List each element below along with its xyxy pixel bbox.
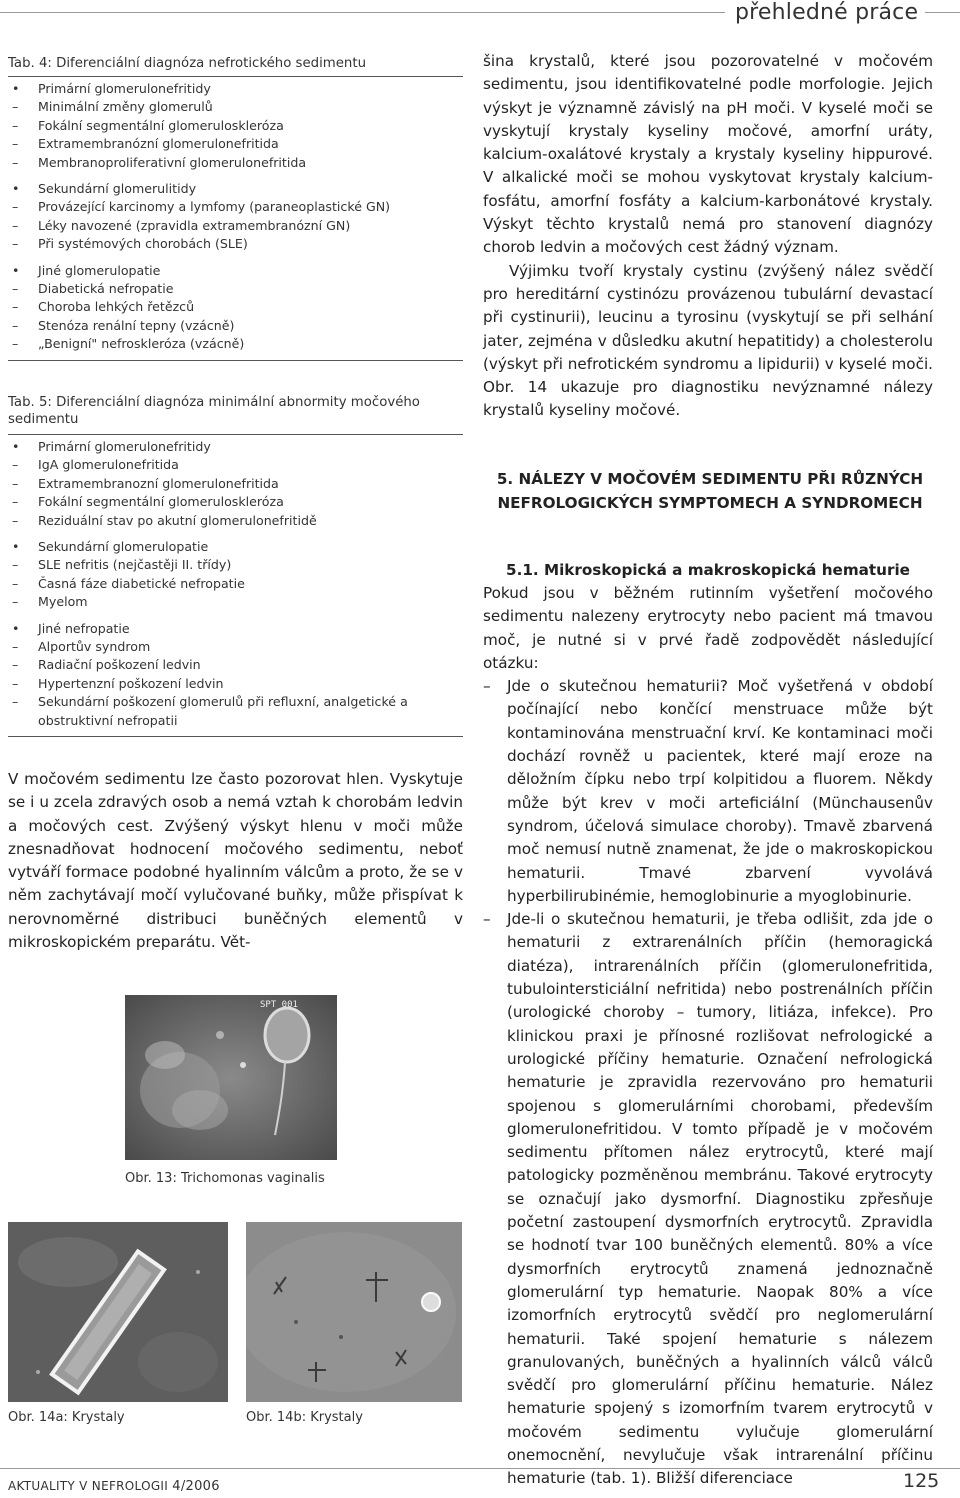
table-item-text: Časná fáze diabetické nefropatie	[38, 575, 245, 591]
table-group-title	[8, 620, 463, 638]
header-rule-right	[925, 12, 960, 13]
table-group-title	[8, 180, 463, 198]
dash-bullet: –	[12, 236, 19, 252]
table5	[8, 434, 463, 737]
section-title: přehledné práce	[735, 0, 919, 25]
table-row	[8, 493, 463, 511]
bullet-icon: •	[12, 81, 20, 96]
exceptions-paragraph: Výjimku tvoří krystaly cystinu (zvýšený nález svědčí pro hereditární cystinózu provázenou tubulární devastací při cystinurii), leucinu a tyrosinu (vyskytují se při selhání jater, zejména v důsledku akutní hepatitidy) a cholesterolu (výskyt při nefrotickém syndromu a lipidurii) v kyselé moči. Obr. 14 ukazuje pro diagnostiku nevýznamné nálezy krystalů kyseliny močové.	[483, 261, 933, 420]
table-item-text: Fokální segmentální glomeruloskleróza	[38, 117, 284, 133]
dash-bullet: –	[12, 657, 19, 673]
dash-bullet: –	[12, 336, 19, 352]
table4-caption: Tab. 4: Diferenciální diagnóza nefrotického sedimentu	[8, 56, 367, 71]
dash-bullet: –	[12, 594, 19, 610]
dash-item-real-hematuria	[483, 675, 933, 908]
table-row	[8, 280, 463, 298]
table-item-text: Alportův syndrom	[38, 639, 151, 655]
table-row	[8, 656, 463, 674]
figure-13-image	[125, 995, 337, 1160]
group-spacer	[8, 530, 463, 538]
dash-bullet: –	[12, 475, 19, 491]
dash-bullet: –	[483, 910, 491, 929]
table4	[8, 76, 463, 361]
table-item-text: Jiné glomerulopatie	[38, 262, 161, 278]
table-item-text: Stenóza renální tepny (vzácně)	[38, 317, 235, 333]
table-item-text: Sekundární glomerulopatie	[38, 539, 209, 555]
table-item-text: „Benigní" nefroskleróza (vzácně)	[38, 336, 245, 352]
page-number: 125	[903, 1470, 940, 1492]
table-row	[8, 335, 463, 353]
table-row	[8, 317, 463, 335]
dash-bullet: –	[12, 217, 19, 233]
left-body-paragraph	[8, 768, 463, 954]
header-rule-left	[0, 12, 725, 13]
table-item-text: Extramembranózní glomerulonefritida	[38, 136, 279, 152]
dash-bullet: –	[12, 694, 19, 710]
table-row	[8, 456, 463, 474]
dash-bullet: –	[12, 281, 19, 297]
table-item-text: Hypertenzní poškození ledvin	[38, 675, 224, 691]
dash-bullet: –	[12, 512, 19, 528]
bullet-icon: •	[12, 539, 20, 555]
footer-rule	[0, 1468, 960, 1469]
table-row	[8, 475, 463, 493]
figure-14a-image	[8, 1222, 228, 1402]
dash-bullet: –	[12, 99, 19, 115]
hematuria-intro: Pokud jsou v běžném rutinním vyšetření močového sedimentu nalezeny erytrocyty nebo pacient má tmavou moč, je nutné si v prvé řadě zodpovědět následující otázku:	[483, 584, 933, 672]
dash-bullet: –	[12, 299, 19, 315]
table-item-text: IgA glomerulonefritida	[38, 457, 179, 473]
bullet-icon: •	[12, 181, 20, 197]
crystals-micrograph-a	[8, 1222, 228, 1402]
right-body-bottom	[483, 582, 933, 1491]
table-item-text: Léky navozené (zpravidla extramembranózní GN)	[38, 217, 351, 233]
table-row	[8, 693, 463, 730]
dash-bullet: –	[12, 199, 19, 215]
table-item-text: Provázející karcinomy a lymfomy (paraneoplastické GN)	[38, 199, 391, 215]
journal-issue: 4/2006	[172, 1479, 220, 1494]
table-group-title	[8, 538, 463, 556]
table5-caption: Tab. 5: Diferenciální diagnóza minimální abnormity močového sedimentu	[8, 395, 420, 427]
group-spacer	[8, 612, 463, 620]
table-item-text: Sekundární glomerulitidy	[38, 181, 197, 197]
dash-item-text: Jde o skutečnou hematurii? Moč vyšetřená v období počínající nebo končící menstruace může být kontaminována menstruační krví. Ke kontaminaci moči dochází rovněž u pacientek, které mají eroze na děložním čípku nebo trpí kolpitidou a fluorem. Někdy může být krev v moči arteficiální (Münchausenův syndrom, účelová simulace choroby). Tmavě zbarvená moč nemusí nutně znamenat, že jde o makroskopickou hematurii. Tmavé zbarvení vyvolává hyperbilirubinémie, hemoglobinurie a myoglobinurie.	[507, 677, 933, 905]
right-body-top	[483, 50, 933, 423]
table-row	[8, 135, 463, 153]
journal-name: AKTUALITY V NEFROLOGII	[8, 1479, 169, 1493]
crystals-paragraph: šina krystalů, které jsou pozorovatelné v močovém sedimentu, jsou identifikovatelné podle morfologie. Jejich výskyt je významně závislý na pH moči. V kyselé moči se vyskytují krystaly kyseliny močové, amorfní uráty, kalcium-oxalátové krystaly a krystaly kyseliny hippurové. V alkalické moči se mohou vyskytovat krystaly kalcium-fosfátu, amorfní fosfáty a kalcium-karbonátové krystaly. Výskyt těchto krystalů nemá pro stanovení diagnózy chorob ledvin a močových cest žádný význam.	[483, 52, 933, 257]
table-group-title	[8, 438, 463, 456]
bullet-icon: •	[12, 439, 20, 454]
table-row	[8, 298, 463, 316]
dash-bullet: –	[12, 639, 19, 655]
section-5-heading: 5. NÁLEZY V MOČOVÉM SEDIMENTU PŘI RŮZNÝCH NEFROLOGICKÝCH SYMPTOMECH A SYNDROMECH	[496, 470, 924, 512]
dash-bullet: –	[12, 317, 19, 333]
table-row	[8, 593, 463, 611]
table-item-text: Sekundární poškození glomerulů při refluxní, analgetické a obstruktivní nefropatii	[38, 694, 408, 728]
trichomonas-micrograph	[125, 995, 337, 1160]
bullet-icon: •	[12, 620, 20, 636]
dash-bullet: –	[12, 154, 19, 170]
table-row	[8, 675, 463, 693]
table-item-text: Reziduální stav po akutní glomerulonefritidě	[38, 512, 317, 528]
table-row	[8, 556, 463, 574]
table-item-text: Primární glomerulonefritidy	[38, 439, 211, 454]
table-row	[8, 638, 463, 656]
dash-bullet: –	[12, 117, 19, 133]
table-row	[8, 575, 463, 593]
group-spacer	[8, 254, 463, 262]
table-item-text: SLE nefritis (nejčastěji II. třídy)	[38, 557, 232, 573]
table-row	[8, 217, 463, 235]
table-group-title	[8, 80, 463, 98]
table-row	[8, 117, 463, 135]
table-item-text: Diabetická nefropatie	[38, 281, 174, 297]
figure-14a-caption: Obr. 14a: Krystaly	[8, 1410, 125, 1425]
table-item-text: Choroba lehkých řetězců	[38, 299, 195, 315]
table-item-text: Primární glomerulonefritidy	[38, 81, 211, 96]
figure-14b-caption: Obr. 14b: Krystaly	[246, 1410, 363, 1425]
dash-item-text: Jde-li o skutečnou hematurii, je třeba odlišit, zda jde o hematurii z extrarenálních příčin (hemoragická diatéza), intrarenálních příčin (glomerulonefritida, tubulointersticiální nefritida) nebo postrenálních příčin (urologické choroby – tumory, litiáza, infekce). Pro klinickou praxi je přínosné rozlišovat nefrologické a urologické příčiny hematurie. Označení nefrologická hematurie je zpravidla rezervováno pro hematurii spojenou s glomerulárními chorobami, především glomerulonefritidou. V tomto případě je v močovém sedimentu přítomen nález erytrocytů, které mají patologicky pozměněnou membránu. Takové erytrocyty se označují jako dysmorfní. Diagnostiku zpřesňuje početní zastoupení dysmorfních erytrocytů. Zpravidla se hodnotí tvar 100 buněčných elementů. 80% a více dysmorfních erytrocytů znamená jednoznačně glomerulární typ hematurie. Naopak 80% a více izomorfních erytrocytů svědčí pro neglomerulární hematurii. Také spojení hematurie s nálezem granulovaných, buněčných a hyalinních válců válců svědčí pro glomerulární příčinu hematurie. Nález hematurie spojený s izomorfním tvarem erytrocytů v močovém sedimentu vylučuje glomerulární onemocnění, nevylučuje však intrarenální příčinu hematurie (tab. 1). Bližší diferenciace	[507, 910, 933, 1488]
crystals-micrograph-b	[246, 1222, 462, 1402]
subsection-5-1-heading: 5.1. Mikroskopická a makroskopická hematurie	[506, 561, 910, 579]
figure-14b-image	[246, 1222, 462, 1402]
figure-13-overlay: SPT 001	[260, 1000, 298, 1010]
table-group-title	[8, 262, 463, 280]
table-row	[8, 98, 463, 116]
dash-bullet: –	[483, 677, 491, 696]
dash-item-differentiation	[483, 908, 933, 1490]
table-item-text: Fokální segmentální glomeruloskleróza	[38, 494, 284, 510]
table-item-text: Radiační poškození ledvin	[38, 657, 201, 673]
table-item-text: Myelom	[38, 594, 88, 610]
table-item-text: Membranoproliferativní glomerulonefritida	[38, 154, 307, 170]
dash-bullet: –	[12, 675, 19, 691]
bullet-icon: •	[12, 262, 20, 278]
table-item-text: Při systémových chorobách (SLE)	[38, 236, 248, 252]
table-item-text: Extramembranozní glomerulonefritida	[38, 475, 279, 491]
table-item-text: Jiné nefropatie	[38, 620, 130, 636]
table-item-text: Minimální změny glomerulů	[38, 99, 213, 115]
dash-bullet: –	[12, 575, 19, 591]
footer-journal	[8, 1479, 220, 1494]
table-row	[8, 512, 463, 530]
dash-bullet: –	[12, 457, 19, 473]
dash-bullet: –	[12, 494, 19, 510]
figure-13-caption: Obr. 13: Trichomonas vaginalis	[125, 1171, 325, 1186]
table-row	[8, 235, 463, 253]
table-row	[8, 198, 463, 216]
dash-bullet: –	[12, 136, 19, 152]
dash-bullet: –	[12, 557, 19, 573]
group-spacer	[8, 172, 463, 180]
mucus-paragraph: V močovém sedimentu lze často pozorovat hlen. Vyskytuje se i u zcela zdravých osob a nemá vztah k chorobám ledvin a močových cest. Zvýšený výskyt hlenu v moči může znesnadňovat hodnocení močového sedimentu, neboť vytváří formace podobné hyalinním válcům a proto, že se v něm zachytávají močí vylučované buňky, může přispívat k nerovnoměrné distribuci buněčných elementů v mikroskopickém preparátu. Vět-	[8, 770, 463, 952]
table-row	[8, 154, 463, 172]
